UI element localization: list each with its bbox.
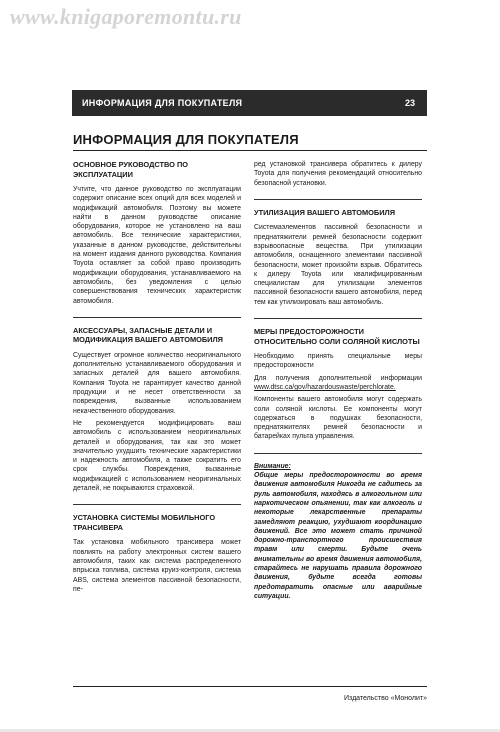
section-heading: АКСЕССУАРЫ, ЗАПАСНЫЕ ДЕТАЛИ И МОДИФИКАЦИЯ ВАШЕГО АВТОМОБИЛЯ — [73, 325, 223, 345]
watermark: www.knigaporemontu.ru — [10, 4, 242, 29]
running-header — [72, 90, 427, 116]
paragraph: Компоненты вашего автомобиля могут содержать соли соляной кислоты. Ее компоненты могут содержаться в подушках безопасности, преднатяжителях ремней безопасности и батарейках пульта управления. — [254, 396, 422, 441]
paragraph — [254, 374, 422, 393]
section-disposal — [254, 208, 422, 319]
section-perchlorate — [254, 327, 422, 454]
section-heading: УТИЛИЗАЦИЯ ВАШЕГО АВТОМОБИЛЯ — [254, 207, 396, 217]
publisher-credit: Издательство «Монолит» — [343, 695, 427, 702]
running-header-title: ИНФОРМАЦИЯ ДЛЯ ПОКУПАТЕЛЯ — [82, 98, 243, 108]
section-heading: ОСНОВНОЕ РУКОВОДСТВО ПО ЭКСПЛУАТАЦИИ — [73, 160, 189, 179]
perchlorate-link[interactable]: www.dtsc.ca/gov/hazardouswaste/perchlorate. — [254, 383, 396, 391]
page-title: ИНФОРМАЦИЯ ДЛЯ ПОКУПАТЕЛЯ — [73, 132, 427, 151]
paragraph: Системаэлементов пассивной безопасности и преднатяжители ремней безопасности содержит взрывоопасные вещества. При утилизации автомобиля, оснащенного элементами пассивной безопасности, может произойти взрыв. Обратитесь к дилеру Toyota или квалифицированным специалистам для утилизации элементов пассивной безопасности вашего автомобиля, перед тем как утилизировать ваш автомобиль. — [254, 224, 422, 306]
right-column — [254, 160, 422, 601]
section-heading: УСТАНОВКА СИСТЕМЫ МОБИЛЬНОГО ТРАНСИВЕРА — [73, 513, 216, 532]
paragraph: Не рекомендуется модифицировать ваш автомобиль с использованием неоригинальных деталей и оборудования, так как это может значительно ухудшить технические характеристики и надежность автомобиля, а также сократить его срок службы. Повреждения, вызванные модификацией с использованием неоригинальных деталей, не покрываются страховкой. — [73, 419, 241, 493]
warning-text: Общие меры предосторожности во время движения автомобиля Никогда не садитесь за руль автомобиля, находясь в алкогольном или наркотическом опьянении, так как алкоголь и некоторые лекарственные препараты замедляют реакцию, ухудшают координацию движений. Все это может стать причиной дорожно-транспортного происшествия травм или смерти. Будьте очень внимательны во время движения автомобиля, старайтесь не нарушать правила дорожного движения, будьте всегда готовы предотвратить опасные или аварийные ситуации. — [254, 472, 422, 600]
paragraph: ред установкой трансивера обратитесь к дилеру Toyota для получения рекомендаций относительно безопасной установки. — [254, 161, 422, 187]
footer-divider — [73, 686, 427, 687]
section-transceiver — [73, 513, 241, 605]
paragraph: Существует огромное количество неоригинального дополнительно устанавливаемого оборудования и запасных деталей для вашего автомобиля. Компания Toyota не гарантирует качество данной продукции и не несет ответственности за повреждения, вызванные использованием некачественного оборудования. — [73, 351, 241, 415]
section-manual — [73, 160, 241, 318]
paragraph: Так установка мобильного трансивера может повлиять на работу электронных систем вашего автомобиля, таких как система распределенного впрыска топлива, система круиз-контроля, система ABS, система элементов пассивной безопасности, пе- — [73, 539, 241, 593]
page-number: 23 — [404, 98, 415, 108]
paragraph-text: Для получения дополнительной информации — [254, 374, 422, 382]
warning-block — [254, 462, 422, 601]
section-transceiver-continued — [254, 160, 422, 200]
paragraph: Необходимо принять специальные меры предосторожности — [254, 353, 422, 370]
section-accessories — [73, 326, 241, 505]
warning-title: Внимание: — [254, 462, 291, 470]
section-heading: МЕРЫ ПРЕДОСТОРОЖНОСТИ ОТНОСИТЕЛЬНО СОЛИ СОЛЯНОЙ КИСЛОТЫ — [254, 327, 420, 346]
left-column — [73, 160, 241, 613]
paragraph: Учтите, что данное руководство по эксплуатации содержит описание всех опций для всех моделей и модификаций автомобиля. Поэтому вы можете найти в данном руководстве описание оборудования, которое не установлено на ваш автомобиль. Все технические характеристики, указанные в данном руководстве, действительны на момент издания данного руководства. Компания Toyota оставляет за собой право производить модификации оборудования, устанавливаемого на автомобиль, без уведомления с целью совершенствования технических характеристик автомобиля. — [73, 186, 241, 305]
